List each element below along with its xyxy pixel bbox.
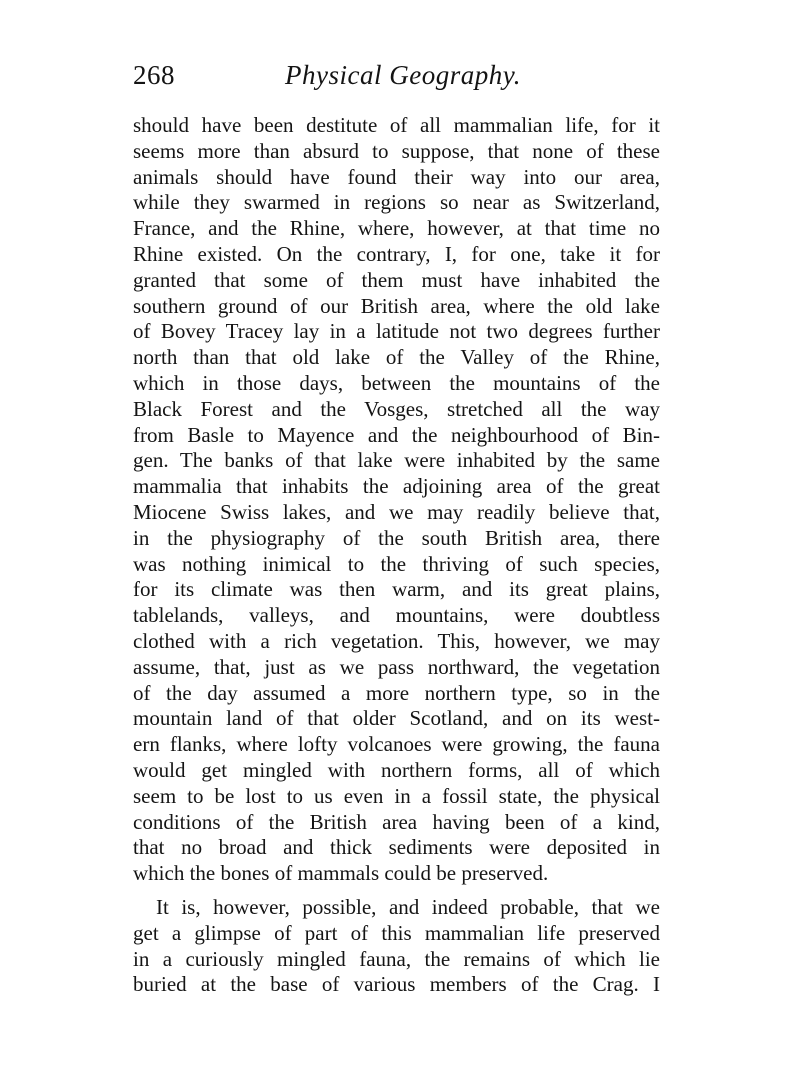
text-line: should have been destitute of all mammalian life, for it <box>133 113 660 137</box>
text-line: seems more than absurd to suppose, that none of these <box>133 138 660 163</box>
text-line: seem to be lost to us even in a fossil state, the physical <box>133 783 660 808</box>
text-line: while they swarmed in regions so near as Switzerland, <box>133 190 660 215</box>
text-line: mountain land of that older Scotland, and on its west- <box>133 706 660 731</box>
text-line: would get mingled with northern forms, all of which <box>133 757 660 782</box>
text-line: tablelands, valleys, and mountains, were doubtless <box>133 603 660 628</box>
text-line: animals should have found their way into our area, <box>133 164 660 189</box>
paragraph <box>133 113 660 887</box>
text-line: which the bones of mammals could be preserved. <box>133 861 549 886</box>
text-line: get a glimpse of part of this mammalian life preserved <box>133 920 660 945</box>
text-line: gen. The banks of that lake were inhabited by the same <box>133 448 660 473</box>
text-line: ern flanks, where lofty volcanoes were growing, the fauna <box>133 732 660 757</box>
text-line: that no broad and thick sediments were deposited in <box>133 835 660 860</box>
text-line: mammalia that inhabits the adjoining area of the great <box>133 474 660 499</box>
body-text <box>133 113 660 998</box>
text-line: clothed with a rich vegetation. This, however, we may <box>133 628 660 653</box>
text-line: assume, that, just as we pass northward, the vegetation <box>133 654 660 679</box>
text-line: It is, however, possible, and indeed probable, that we <box>156 894 660 919</box>
text-line: from Basle to Mayence and the neighbourhood of Bin- <box>133 422 660 447</box>
text-line: Rhine existed. On the contrary, I, for one, take it for <box>133 241 660 266</box>
text-line: Miocene Swiss lakes, and we may readily believe that, <box>133 499 660 524</box>
text-line: in the physiography of the south British area, there <box>133 525 660 550</box>
text-line: north than that old lake of the Valley of the Rhine, <box>133 345 660 370</box>
paragraph <box>133 895 660 998</box>
text-line: of the day assumed a more northern type, so in the <box>133 680 660 705</box>
text-line: which in those days, between the mountains of the <box>133 370 660 395</box>
text-line: in a curiously mingled fauna, the remains of which lie <box>133 946 660 971</box>
text-line: for its climate was then warm, and its great plains, <box>133 577 660 602</box>
page-number: 268 <box>133 60 175 90</box>
text-line: of Bovey Tracey lay in a latitude not two degrees further <box>133 319 660 344</box>
paragraph-gap <box>133 887 660 895</box>
text-line: granted that some of them must have inhabited the <box>133 267 660 292</box>
text-line: buried at the base of various members of the Crag. I <box>133 972 660 997</box>
running-title: Physical Geography. <box>285 60 521 90</box>
text-line: France, and the Rhine, where, however, at that time no <box>133 216 660 241</box>
text-line: Black Forest and the Vosges, stretched all the way <box>133 396 660 421</box>
text-line: conditions of the British area having been of a kind, <box>133 809 660 834</box>
text-line: southern ground of our British area, where the old lake <box>133 293 660 318</box>
text-line: was nothing inimical to the thriving of such species, <box>133 551 660 576</box>
running-head <box>133 60 660 96</box>
